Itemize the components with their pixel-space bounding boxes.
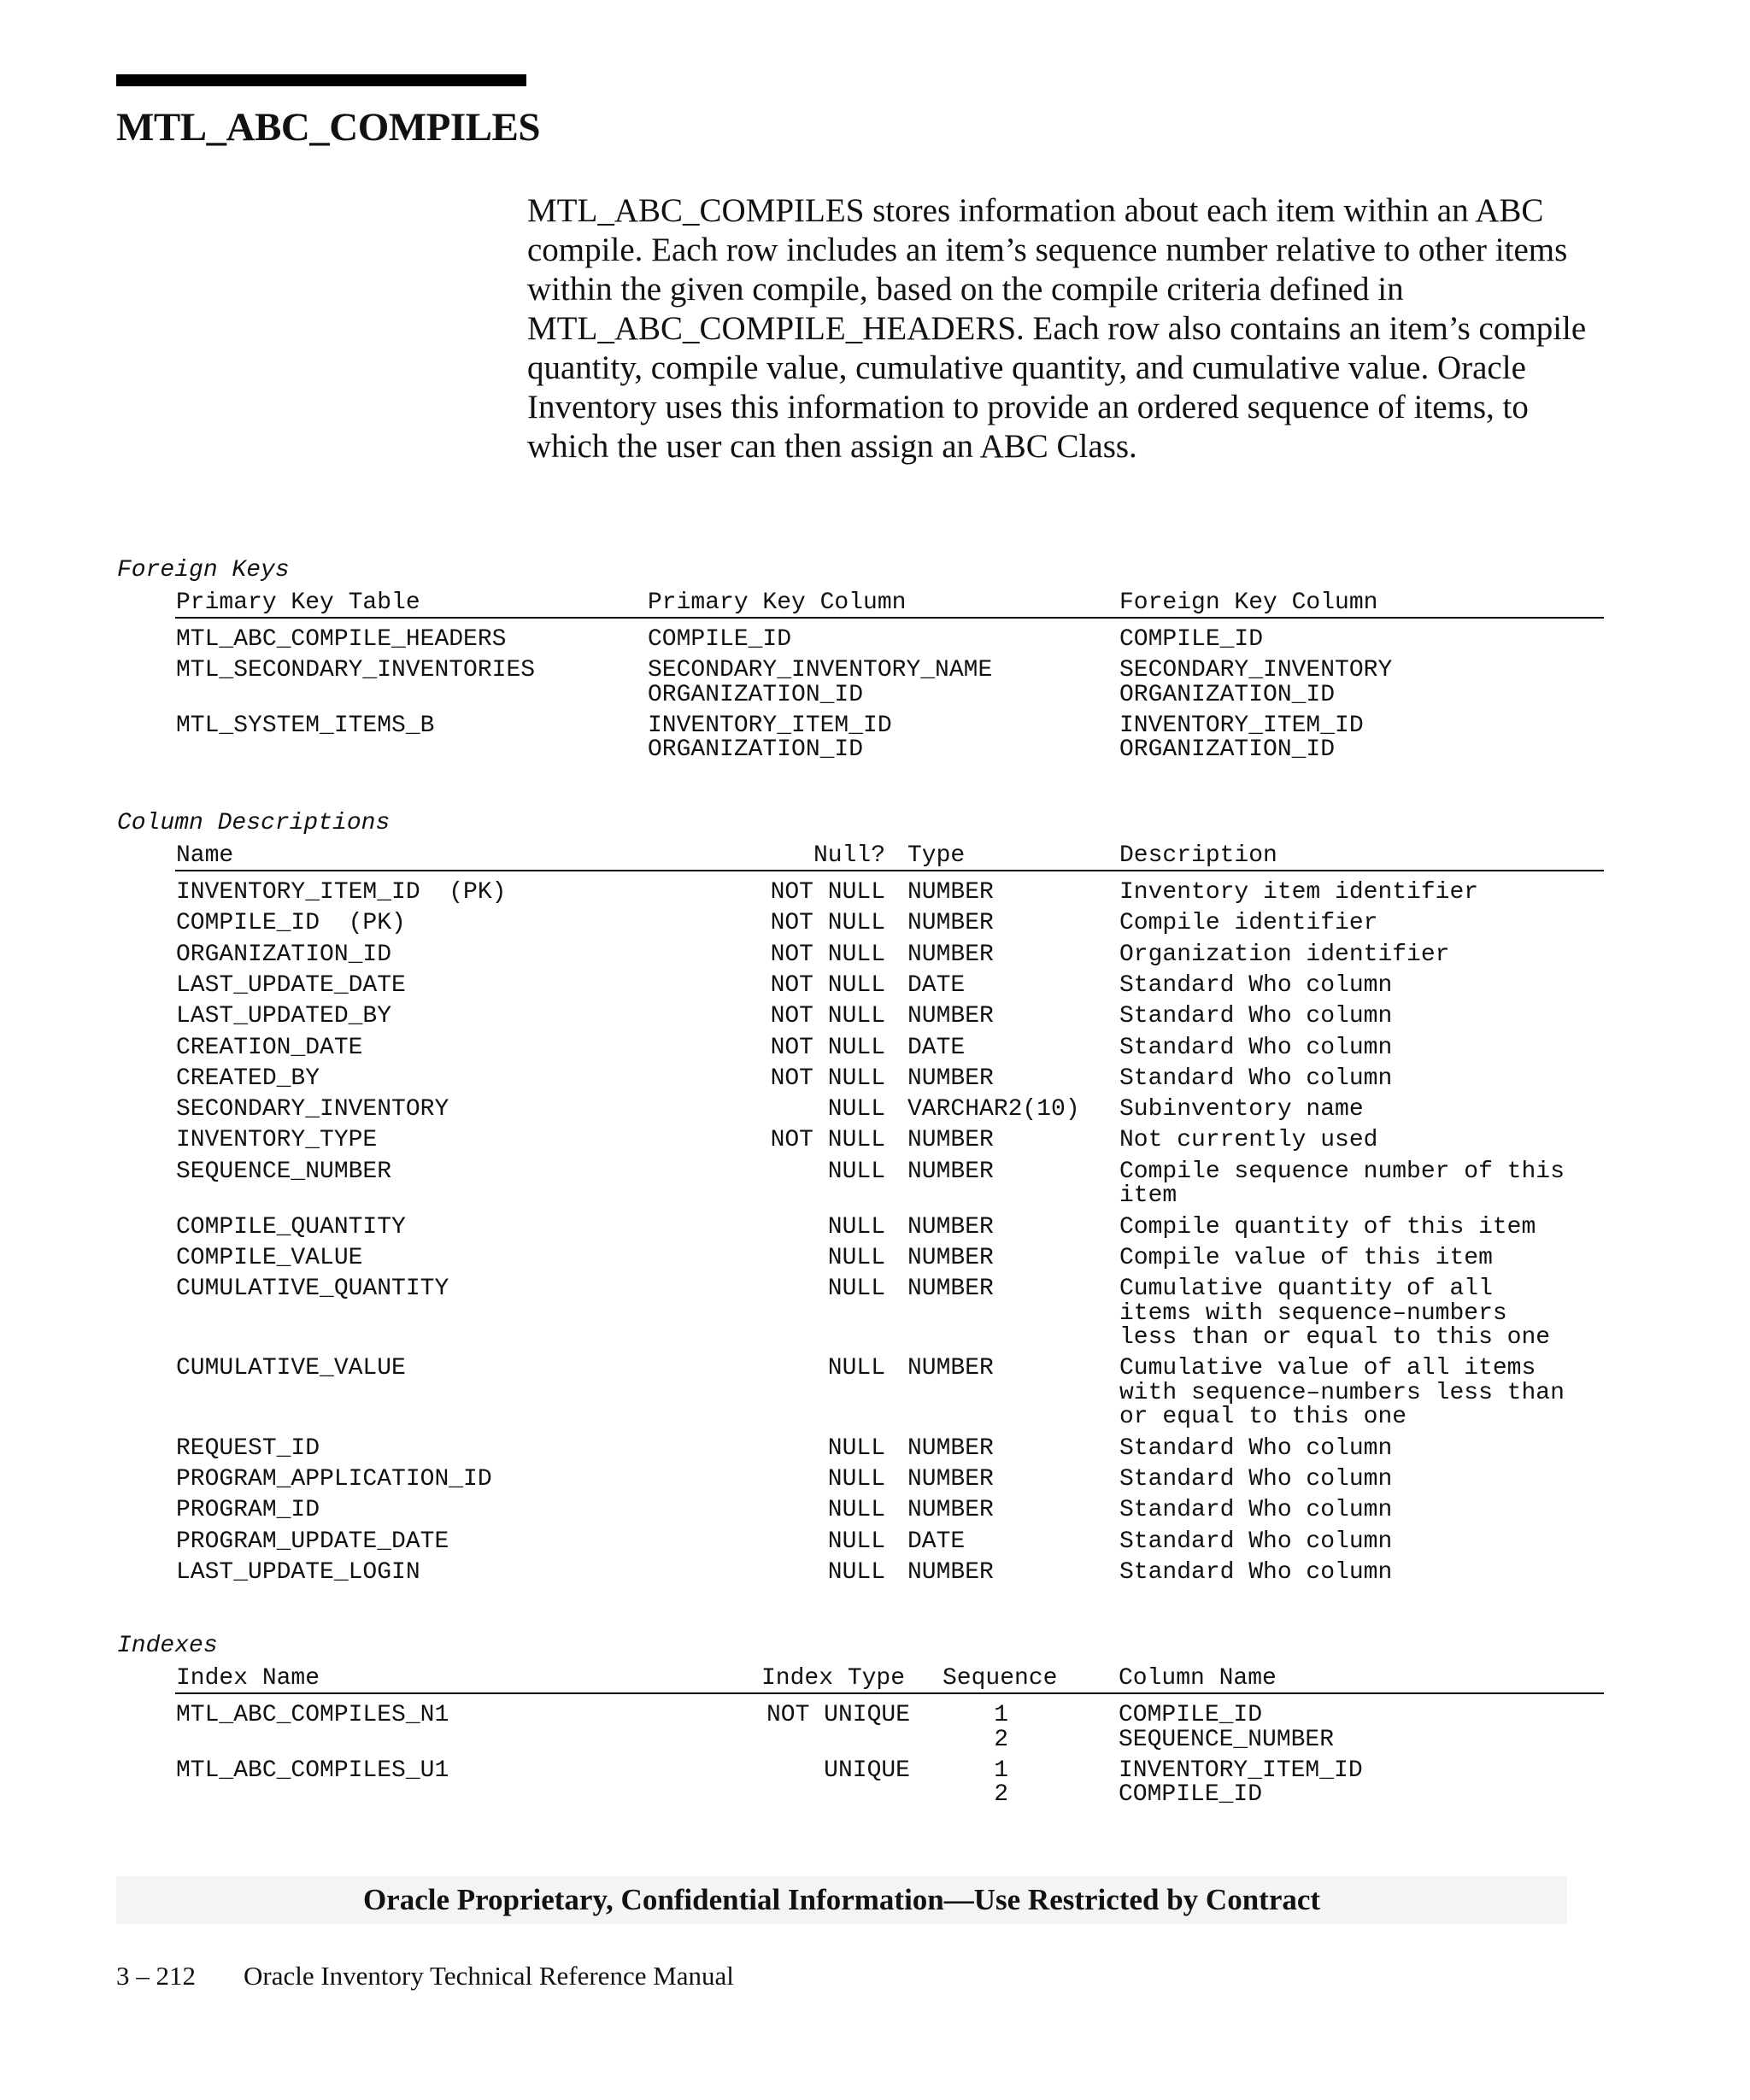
index-name: MTL_ABC_COMPILES_N1 bbox=[176, 1702, 449, 1728]
column-null: NULL bbox=[827, 1096, 885, 1123]
idx-header-sequence: Sequence bbox=[943, 1665, 1058, 1692]
idx-header-rule bbox=[175, 1692, 1604, 1694]
column-type: NUMBER bbox=[907, 941, 994, 968]
column-name: PROGRAM_ID bbox=[176, 1497, 320, 1524]
fk-row-fk-column: INVENTORY_ITEM_ID ORGANIZATION_ID bbox=[1119, 712, 1364, 763]
foreign-keys-label: Foreign Keys bbox=[117, 557, 290, 584]
column-description: Subinventory name bbox=[1119, 1096, 1364, 1123]
column-description: Not currently used bbox=[1119, 1127, 1378, 1154]
column-type: DATE bbox=[907, 971, 966, 999]
manual-title: Oracle Inventory Technical Reference Manual bbox=[244, 1961, 734, 1991]
col-header-name: Name bbox=[176, 842, 234, 869]
column-type: DATE bbox=[907, 1034, 966, 1061]
column-name: COMPILE_QUANTITY bbox=[176, 1213, 406, 1241]
column-description: Cumulative value of all items with sequence–numbers less than or equal to this one bbox=[1119, 1355, 1565, 1431]
column-name: PROGRAM_UPDATE_DATE bbox=[176, 1528, 449, 1555]
column-null: NULL bbox=[827, 1466, 885, 1493]
page-title: MTL_ABC_COMPILES bbox=[116, 105, 540, 150]
column-null: NULL bbox=[827, 1434, 885, 1462]
idx-header-type: Index Type bbox=[761, 1665, 906, 1692]
column-type: NUMBER bbox=[907, 910, 994, 937]
idx-header-name: Index Name bbox=[176, 1665, 320, 1692]
column-type: NUMBER bbox=[907, 1244, 994, 1271]
index-type: UNIQUE bbox=[824, 1757, 910, 1784]
index-name: MTL_ABC_COMPILES_U1 bbox=[176, 1757, 449, 1784]
col-header-null: Null? bbox=[813, 842, 885, 869]
column-null: NOT NULL bbox=[770, 971, 885, 999]
fk-row-pk-column: SECONDARY_INVENTORY_NAME ORGANIZATION_ID bbox=[648, 657, 993, 708]
fk-row-fk-column: COMPILE_ID bbox=[1119, 626, 1264, 653]
column-name: SEQUENCE_NUMBER bbox=[176, 1158, 392, 1185]
fk-row-pk-column: INVENTORY_ITEM_ID ORGANIZATION_ID bbox=[648, 712, 892, 763]
column-name: INVENTORY_TYPE bbox=[176, 1127, 378, 1154]
column-name: LAST_UPDATED_BY bbox=[176, 1003, 392, 1030]
column-null: NOT NULL bbox=[770, 1003, 885, 1030]
column-description: Organization identifier bbox=[1119, 941, 1450, 968]
idx-header-column: Column Name bbox=[1119, 1665, 1277, 1692]
fk-row-fk-column: SECONDARY_INVENTORY ORGANIZATION_ID bbox=[1119, 657, 1393, 708]
fk-header-rule bbox=[175, 617, 1604, 619]
column-description: Standard Who column bbox=[1119, 1065, 1393, 1092]
column-name: COMPILE_ID (PK) bbox=[176, 910, 406, 937]
col-header-description: Description bbox=[1119, 842, 1277, 869]
column-type: NUMBER bbox=[907, 1127, 994, 1154]
column-type: DATE bbox=[907, 1528, 966, 1555]
column-description: Standard Who column bbox=[1119, 971, 1393, 999]
column-null: NOT NULL bbox=[770, 1065, 885, 1092]
column-type: NUMBER bbox=[907, 1497, 994, 1524]
fk-row-pk-column: COMPILE_ID bbox=[648, 626, 792, 653]
column-null: NOT NULL bbox=[770, 1034, 885, 1061]
column-type: NUMBER bbox=[907, 1355, 994, 1382]
fk-header-pk-column: Primary Key Column bbox=[648, 590, 907, 616]
column-type: NUMBER bbox=[907, 879, 994, 906]
column-description: Standard Who column bbox=[1119, 1528, 1393, 1555]
column-name: INVENTORY_ITEM_ID (PK) bbox=[176, 879, 507, 906]
index-sequence: 1 2 bbox=[994, 1702, 1008, 1753]
column-name: COMPILE_VALUE bbox=[176, 1244, 363, 1271]
column-description: Standard Who column bbox=[1119, 1466, 1393, 1493]
index-column-name: COMPILE_ID SEQUENCE_NUMBER bbox=[1119, 1702, 1335, 1753]
column-null: NULL bbox=[827, 1528, 885, 1555]
column-type: NUMBER bbox=[907, 1065, 994, 1092]
intro-paragraph bbox=[527, 191, 1604, 466]
column-null: NOT NULL bbox=[770, 910, 885, 937]
column-type: NUMBER bbox=[907, 1003, 994, 1030]
column-description: Compile identifier bbox=[1119, 910, 1378, 937]
column-null: NULL bbox=[827, 1158, 885, 1185]
column-name: CREATION_DATE bbox=[176, 1034, 363, 1061]
index-sequence: 1 2 bbox=[994, 1757, 1008, 1808]
column-name: CUMULATIVE_VALUE bbox=[176, 1355, 406, 1382]
fk-header-fk-column: Foreign Key Column bbox=[1119, 590, 1378, 616]
column-name: CUMULATIVE_QUANTITY bbox=[176, 1276, 449, 1303]
column-null: NOT NULL bbox=[770, 1127, 885, 1154]
title-rule bbox=[116, 74, 526, 86]
column-null: NULL bbox=[827, 1558, 885, 1586]
column-null: NULL bbox=[827, 1276, 885, 1303]
column-name: ORGANIZATION_ID bbox=[176, 941, 392, 968]
fk-row-table: MTL_SYSTEM_ITEMS_B bbox=[176, 712, 435, 739]
column-description: Standard Who column bbox=[1119, 1434, 1393, 1462]
column-description: Compile quantity of this item bbox=[1119, 1213, 1536, 1241]
column-description: Standard Who column bbox=[1119, 1558, 1393, 1586]
column-null: NOT NULL bbox=[770, 879, 885, 906]
column-name: PROGRAM_APPLICATION_ID bbox=[176, 1466, 492, 1493]
confidential-banner-text: Oracle Proprietary, Confidential Information––Use Restricted by Contract bbox=[362, 1883, 1321, 1916]
fk-row-table: MTL_SECONDARY_INVENTORIES bbox=[176, 657, 536, 683]
column-type: NUMBER bbox=[907, 1434, 994, 1462]
index-type: NOT UNIQUE bbox=[766, 1702, 910, 1728]
col-header-type: Type bbox=[907, 842, 966, 869]
index-column-name: INVENTORY_ITEM_ID COMPILE_ID bbox=[1119, 1757, 1363, 1808]
column-description: Inventory item identifier bbox=[1119, 879, 1479, 906]
column-type: NUMBER bbox=[907, 1558, 994, 1586]
column-description: Standard Who column bbox=[1119, 1003, 1393, 1030]
column-type: VARCHAR2(10) bbox=[907, 1096, 1080, 1123]
column-null: NULL bbox=[827, 1355, 885, 1382]
column-null: NOT NULL bbox=[770, 941, 885, 968]
indexes-label: Indexes bbox=[117, 1633, 218, 1659]
column-type: NUMBER bbox=[907, 1213, 994, 1241]
col-header-rule bbox=[175, 870, 1604, 871]
column-name: CREATED_BY bbox=[176, 1065, 320, 1092]
column-type: NUMBER bbox=[907, 1276, 994, 1303]
column-null: NULL bbox=[827, 1213, 885, 1241]
column-description: Compile value of this item bbox=[1119, 1244, 1493, 1271]
fk-header-table: Primary Key Table bbox=[176, 590, 420, 616]
fk-row-table: MTL_ABC_COMPILE_HEADERS bbox=[176, 626, 507, 653]
intro-text: MTL_ABC_COMPILES stores information about each item within an ABC compile. Each row includes an item’s sequence number relative to other items within the given compile, based on the compile criteria defined in MTL_ABC_COMPILE_HEADERS. Each row also contains an item’s compile quantity, compile value, cumulative quantity, and cumulative value. Oracle Inventory uses this information to provide an ordered sequence of items, to which the user can then assign an ABC Class. bbox=[527, 192, 1587, 465]
column-name: LAST_UPDATE_DATE bbox=[176, 971, 406, 999]
column-name: REQUEST_ID bbox=[176, 1434, 320, 1462]
column-type: NUMBER bbox=[907, 1158, 994, 1185]
column-type: NUMBER bbox=[907, 1466, 994, 1493]
column-description: Compile sequence number of this item bbox=[1119, 1158, 1565, 1210]
column-null: NULL bbox=[827, 1497, 885, 1524]
column-descriptions-label: Column Descriptions bbox=[117, 810, 391, 836]
column-description: Standard Who column bbox=[1119, 1497, 1393, 1524]
page-number: 3 – 212 bbox=[116, 1961, 196, 1991]
column-name: LAST_UPDATE_LOGIN bbox=[176, 1558, 420, 1586]
column-name: SECONDARY_INVENTORY bbox=[176, 1096, 449, 1123]
column-description: Cumulative quantity of all items with sequence–numbers less than or equal to this one bbox=[1119, 1276, 1551, 1352]
column-null: NULL bbox=[827, 1244, 885, 1271]
column-description: Standard Who column bbox=[1119, 1034, 1393, 1061]
